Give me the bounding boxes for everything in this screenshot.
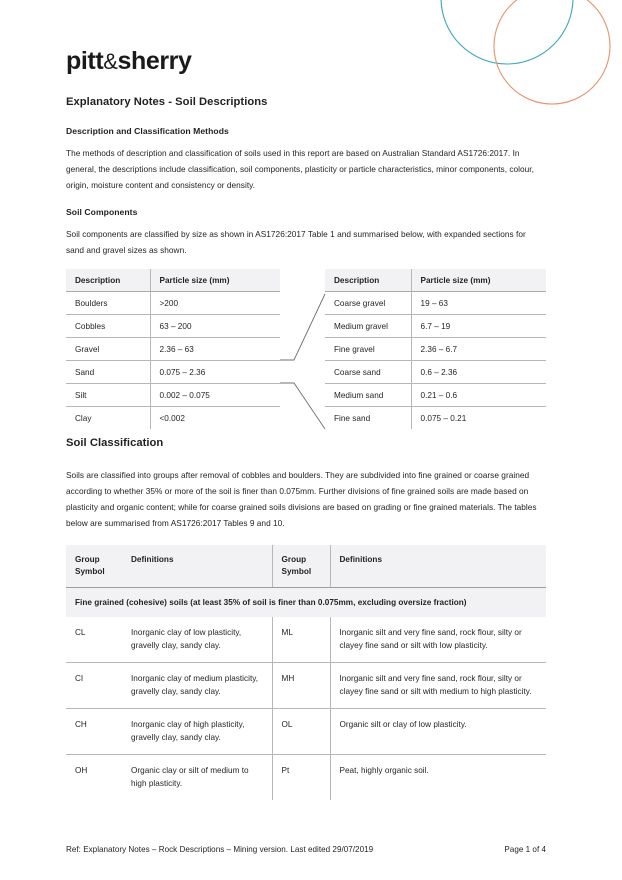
cell-group-symbol-b: ML xyxy=(272,617,330,663)
cell-description: Silt xyxy=(66,384,150,407)
cell-description: Medium sand xyxy=(325,384,411,407)
cell-group-symbol-b: OL xyxy=(272,708,330,754)
logo-part-two: sherry xyxy=(117,47,192,75)
table-row xyxy=(325,384,546,407)
table-row xyxy=(325,338,546,361)
particle-size-table-main xyxy=(66,269,280,429)
document-content xyxy=(66,96,546,800)
cell-description: Boulders xyxy=(66,292,150,315)
paragraph-soil-components: Soil components are classified by size as shown in AS1726:2017 Table 1 and summarised below, with expanded sections for sand and gravel sizes as shown. xyxy=(66,229,526,255)
cell-particle-size: 19 – 63 xyxy=(411,292,546,315)
table-row xyxy=(325,315,546,338)
col-header-definitions-b: Definitions xyxy=(330,545,546,588)
col-header-particle-size: Particle size (mm) xyxy=(411,269,546,292)
col-header-definitions-a: Definitions xyxy=(122,545,272,588)
paragraph-soil-classification: Soils are classified into groups after removal of cobbles and boulders. They are subdivided into fine grained or coarse grained according to whether 35% or more of the soil is finer than 0.075mm. Further divisions of fine grained soils are made based on plasticity and organic content; while for coarse grained soils divisions are based on grading or fine grained materials. The tables below are summarised from AS1726:2017 Tables 9 and 10. xyxy=(66,470,537,528)
fine-grained-classification-table xyxy=(66,545,546,800)
teal-circle-icon xyxy=(441,0,573,64)
cell-description: Fine gravel xyxy=(325,338,411,361)
table-head xyxy=(325,269,546,292)
cell-group-symbol-b: MH xyxy=(272,662,330,708)
cell-description: Cobbles xyxy=(66,315,150,338)
table-body xyxy=(325,292,546,430)
cell-description: Gravel xyxy=(66,338,150,361)
cell-particle-size: 2.36 – 63 xyxy=(150,338,280,361)
cell-description: Coarse gravel xyxy=(325,292,411,315)
cell-definition-a: Inorganic clay of low plasticity, gravelly clay, sandy clay. xyxy=(122,617,272,663)
page-footer xyxy=(66,845,546,854)
col-header-group-symbol-a: Group Symbol xyxy=(66,545,122,588)
cell-particle-size: 2.36 – 6.7 xyxy=(411,338,546,361)
cell-particle-size: 0.002 – 0.075 xyxy=(150,384,280,407)
logo-ampersand: & xyxy=(103,49,118,74)
col-header-description: Description xyxy=(325,269,411,292)
table-row xyxy=(66,617,546,663)
table-body xyxy=(66,617,546,800)
table-header-row xyxy=(66,545,546,588)
orange-circle-icon xyxy=(494,0,610,104)
particle-size-table-expanded xyxy=(325,269,546,429)
cell-description: Sand xyxy=(66,361,150,384)
col-header-particle-size: Particle size (mm) xyxy=(150,269,280,292)
cell-particle-size: 0.075 – 0.21 xyxy=(420,414,467,423)
table-row xyxy=(66,754,546,800)
cell-group-symbol-a: CL xyxy=(66,617,122,663)
cell-definition-b: Organic silt or clay of low plasticity. xyxy=(330,708,546,754)
cell-definition-b: Inorganic silt and very fine sand, rock flour, silty or clayey fine sand or silt with medium to high plasticity. xyxy=(330,662,546,708)
table-row xyxy=(66,338,280,361)
table-row xyxy=(66,315,280,338)
col-header-description: Description xyxy=(66,269,150,292)
table-header-row xyxy=(66,269,280,292)
paragraph-description-methods: The methods of description and classification of soils used in this report are based on Australian Standard AS1726:2017. In general, the descriptions include classification, soil components, plasticity or particle characteristics, minor components, colour, origin, moisture content and consistency or density. xyxy=(66,148,534,190)
connector-sand-to-sand-detail xyxy=(280,383,325,429)
cell-definition-b: Inorganic silt and very fine sand, rock flour, silty or clayey fine sand or silt with low plasticity. xyxy=(330,617,546,663)
table-row xyxy=(66,361,280,384)
heading-soil-classification: Soil Classification xyxy=(66,437,164,449)
table-body xyxy=(66,588,546,617)
table-row xyxy=(325,407,546,430)
table-title-band xyxy=(66,588,546,617)
cell-definition-a: Organic clay or silt of medium to high plasticity. xyxy=(122,754,272,800)
table-header-row xyxy=(325,269,546,292)
cell-definition-a: Inorganic clay of medium plasticity, gravelly clay, sandy clay. xyxy=(122,662,272,708)
table-row xyxy=(66,407,280,430)
cell-description: Coarse sand xyxy=(325,361,411,384)
heading-soil-components: Soil Components xyxy=(66,207,138,217)
table-head xyxy=(66,545,546,588)
cell-particle-size: <0.002 xyxy=(159,414,185,423)
footer-reference: Ref: Explanatory Notes – Rock Descriptions – Mining version. Last edited 29/07/2019 xyxy=(66,845,374,854)
table-body xyxy=(66,292,280,430)
cell-particle-size: >200 xyxy=(150,292,280,315)
table-row xyxy=(325,292,546,315)
cell-particle-size: 6.7 – 19 xyxy=(411,315,546,338)
cell-description: Medium gravel xyxy=(325,315,411,338)
cell-definition-b: Peat, highly organic soil. xyxy=(339,765,429,775)
brand-logo xyxy=(66,47,192,76)
cell-group-symbol-b: Pt xyxy=(272,754,330,800)
cell-particle-size: 63 – 200 xyxy=(150,315,280,338)
particle-size-tables xyxy=(66,269,546,431)
col-header-group-symbol-b: Group Symbol xyxy=(272,545,330,588)
footer-page-number: Page 1 of 4 xyxy=(504,845,546,854)
table-row xyxy=(66,708,546,754)
page-title: Explanatory Notes - Soil Descriptions xyxy=(66,96,268,108)
table-row xyxy=(66,662,546,708)
connector-gravel-to-gravel-detail xyxy=(280,294,325,360)
cell-group-symbol-a: OH xyxy=(75,765,88,775)
cell-particle-size: 0.21 – 0.6 xyxy=(411,384,546,407)
heading-description-methods: Description and Classification Methods xyxy=(66,126,229,136)
cell-description: Fine sand xyxy=(325,407,411,430)
cell-particle-size: 0.075 – 2.36 xyxy=(150,361,280,384)
table-row xyxy=(325,361,546,384)
cell-description: Clay xyxy=(66,407,150,430)
table-head xyxy=(66,269,280,292)
cell-group-symbol-a: CI xyxy=(66,662,122,708)
cell-particle-size: 0.6 – 2.36 xyxy=(411,361,546,384)
table-row xyxy=(66,292,280,315)
cell-group-symbol-a: CH xyxy=(66,708,122,754)
cell-definition-a: Inorganic clay of high plasticity, gravelly clay, sandy clay. xyxy=(122,708,272,754)
logo-part-one: pitt xyxy=(66,47,104,75)
table-band-label: Fine grained (cohesive) soils (at least 35% of soil is finer than 0.075mm, excluding oversize fraction) xyxy=(66,588,546,617)
table-row xyxy=(66,384,280,407)
